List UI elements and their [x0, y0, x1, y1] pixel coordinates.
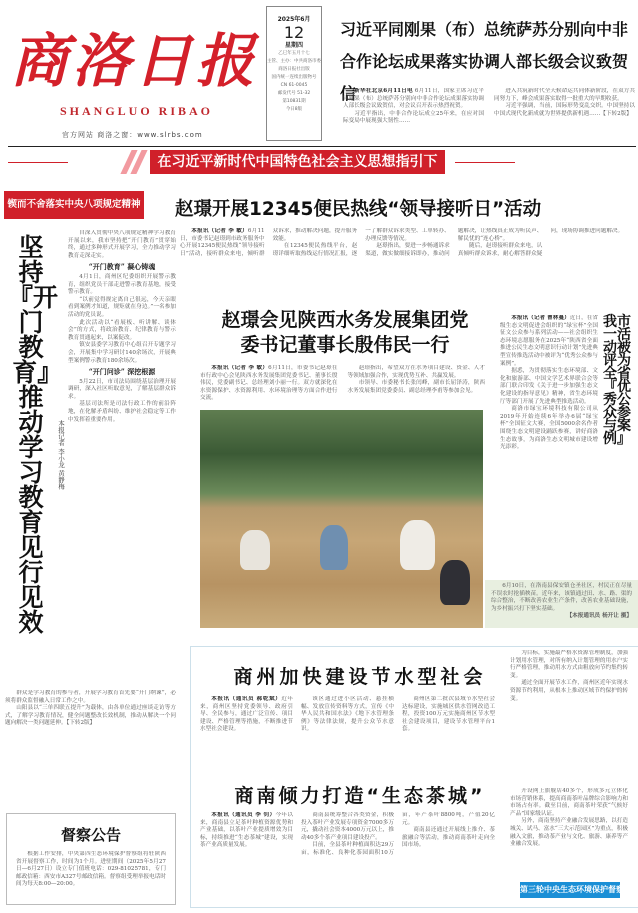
story-tea-city-body: [200, 812, 495, 902]
divider: [455, 162, 515, 163]
paragraph: 通过全面开展节水工作，商州区近年实现水资源节约利用，从根本上推动区域节约保护的转变。: [510, 680, 628, 702]
date-box: [266, 6, 322, 141]
lead-dateline: 新华社北京6月11日电: [354, 88, 413, 94]
paragraph: 5月22日，市司法局围绕基层治理开展调研，深入社区听取意见，了解基层群众诉求。: [68, 378, 176, 400]
cn-number: CN 61-0045: [280, 83, 308, 88]
date-year-month: 2025年6月: [277, 16, 311, 23]
paragraph: 随后，赵璟接听群众来电，认真倾听群众诉求，耐心解答群众疑问，现场协调推进问题解决。: [457, 228, 624, 257]
paragraph: 自深入贯彻中央八项规定精神学习教育开展以来，我市坚持把“开门教育”贯穿始终，通过多种形式开展学习，全力推动学习教育走深走实。: [68, 230, 176, 259]
inspection-tag: 第三轮中央生态环境保护督察: [520, 882, 620, 898]
page-count: 今日8版: [285, 107, 303, 112]
paragraph: 6月11日，市委书记赵璟到市政务服务中心开展12345便民热线“领导接听日”活动，接听群众来电，倾听群众诉求，推动解决问题，提升服务效能。: [180, 228, 358, 257]
story-headline-water-saving[interactable]: 商州加快建设节水型社会: [233, 666, 487, 688]
paragraph: 近日，在省级生态文明促进会组织的“绿宝杯”全国征文公众参与系列活动——社会组织生态环境志愿服务在2025年“陕西省全面推进公民生态文明意识行动计划”先进典型宣传推选活动中被评为“优秀公众参与案例”。: [500, 315, 598, 367]
paragraph: 另外，商南坚持产业融合发展思路，以打造城关、试马、富水“三大示范园区”为重点，积极融入文旅，推动茶产业与文化、旅游、康养等产业融合发展。: [510, 818, 628, 848]
notice-body: 根据工作安排，中央第四生态环境保护督察组将驻陕西省开展督察工作，时间为1个月。进驻期间（2025年5月27日—6月27日）设立专门值班电话：029-81025781，专门邮政信箱：西安市A327号邮政信箱。督察组受理举报电话时间为每天8:00—20:00。: [16, 851, 166, 888]
masthead-pinyin: SHANGLUO RIBAO: [60, 104, 214, 118]
paragraph: 近年来，商州区坚持党委领导、政府引导、全民参与，通过广泛宣传、项目建设、严格管理等措施，不断推进节水型社会建设。: [200, 696, 293, 733]
postal-code: 邮发代号 51-32: [277, 91, 311, 96]
paragraph: 群众是学习教育的参与者，开展学习教育首先要“开门纳谏”，必须将群众监督融入日常工作之中。: [5, 690, 176, 704]
caption-text: 6月10日，在洛南县保安镇仓圣社区，村民正在尽量不误农时抢插秧苗。近年来，该镇通过田、水、路、渠的综合整治，不断改善农业生产条件，改善农业基础设施，为乡村振兴打下坚实基础。: [491, 583, 632, 612]
paragraph: 今年以来，商南县立足茶叶种植资源优势和产业基础，以茶叶产业提质增效为目标，持续推进“生态茶城”建设，实现茶产业高质量发展。: [200, 812, 293, 849]
dateline: 本报讯（记者 李 敏）: [211, 365, 269, 371]
date-day: 12: [283, 23, 305, 42]
story-water-group-body: [200, 365, 485, 407]
paragraph: 赵璟指出，希望双方在水务项目建设、资金、人才等领域加强合作，实现优势互补、共赢发展。: [347, 365, 485, 379]
divider: [8, 162, 68, 163]
paragraph: 山阳县以“三单四联五提升”为载体，由各单位通过座谈走访等方式，了解学习教育情况，健全问题整改长效机制，推动从解决一个问题向解决一类问题延伸。【下转2版】: [5, 705, 176, 727]
story-water-saving-body: [200, 696, 495, 762]
paragraph: 6月11日，市委书记赵璟在市行政中心会见陕西水务发展集团党委书记、董事长殷伟民，党委副书记、总经理刘小丽一行。双方就深化在水资源保护、水资源利用、水环境治理等方面合作进行交流。: [200, 365, 338, 402]
publisher: 商洛日报社出版: [278, 67, 310, 72]
farmer-figure: [320, 525, 348, 570]
story-open-education-body-cont: [5, 690, 176, 800]
paragraph: 基层司法所是司法行政工作的前沿阵地，在化解矛盾纠纷、维护社会稳定等工作中发挥着重要作用。: [68, 401, 176, 423]
paragraph: 市领导、市委秘书长张闰峰，副市长屈泽涛，陕西水务发展集团党委委员、副总经理李甫等参加会见。: [347, 380, 485, 394]
paragraph: 习近平指出，中非合作论坛成立25年来，在应对国际变局中展现强大韧性……: [343, 110, 484, 125]
issue-number: 第10831期: [282, 99, 306, 104]
subheading: “开门教育” 凝心铸魂: [88, 262, 156, 272]
inspection-notice-box: [6, 813, 176, 905]
paragraph: 镇安县委学习教育中心组召开专题学习会，开展集中学习研讨140余场次，开展典型案例警示教育180余场次。: [68, 342, 176, 364]
story-hotline-body: [180, 228, 635, 292]
farmer-figure: [400, 520, 435, 570]
story-headline-case-award[interactable]: 我市一活动被评为全省『优秀公众参与案例』: [603, 314, 631, 447]
paragraph: 在12345便民热线平台，赵璟详细听取热线运行情况汇报，逐一了解群众诉求类型、工单转办、办理反馈等情况。: [272, 228, 450, 257]
paragraph: 商南县还通过开展线上推介、茶旅融合等活动，推动商南茶叶走向全国市场。: [402, 827, 495, 849]
section-label: 锲而不舍落实中央八项规定精神: [4, 191, 144, 219]
dateline: 本报讯（记者 李 敏）: [191, 228, 248, 234]
paragraph: 据悉，为贯彻落实生态环境部、文化和旅游部、中国文学艺术界联合会等部门联合印发《关于进一步加强生态文化建设的指导意见》精神，省生态环境厅等部门开展了先进典型推选活动。: [500, 368, 598, 405]
sponsor: 主管、主办：中共商洛市委: [267, 59, 321, 64]
paragraph: 商南县统筹整合各类资金，积极投入茶叶产业发展专项资金7000多万元，撬动社会资本4000万元以上，推动40多个茶产业项目建设投产。: [301, 812, 394, 841]
dateline: 本报讯（记者 曹林蔓）: [511, 315, 570, 321]
story-open-education-body: [68, 230, 176, 690]
subheading: “开门问诊” 深挖根源: [88, 367, 156, 377]
story-headline-water-group[interactable]: 赵璟会见陕西水务发展集团党委书记董事长殷伟民一行: [221, 309, 469, 356]
farmer-figure: [240, 530, 270, 570]
paragraph: 习近平强调，当前，国际形势变乱交织。中国坚持以中国式现代化新成就为世界提供新机遇……【下转2版】: [494, 103, 635, 117]
photo-credit: 【本报通讯员 杨开让 摄】: [566, 613, 632, 620]
lead-article-body: [343, 88, 635, 142]
notice-title: 督察公告: [60, 826, 121, 844]
divider: [8, 146, 636, 147]
rice-planting-photo: [200, 410, 483, 628]
paragraph: 为目标，实施最严格水资源管理制度，加强计划用水管理，对所有纳入计划管理的用水户实行严格管理，推动用水方式由粗放向节约集约转变。: [510, 650, 628, 679]
cn-label: 国内统一连续出版物号: [271, 75, 317, 80]
paragraph: 商州区第二批次县域节水型社会达标建设，实施城区供水管网改造工程，投资100万元实施商州区节水型社会建设项目，建设节水管理平台1套。: [402, 696, 495, 733]
story-case-award-body: [500, 315, 598, 565]
story-headline-hotline[interactable]: 赵璟开展12345便民热线“领导接听日”活动: [175, 199, 542, 220]
photo-caption: [485, 580, 638, 628]
story-headline-open-education[interactable]: 坚持『开门教育』推动学习教育见行见效: [8, 233, 59, 637]
story-water-saving-body-right: [510, 650, 628, 762]
date-weekday: 星期四: [284, 42, 303, 49]
paragraph: 目前，全县茶叶种植面积达29万亩，标准化、良种化茶园面积10万亩，年产茶叶8800吨，产值20亿元。: [301, 812, 495, 856]
byline: 本报记者 李小龙 黄静梅: [57, 420, 65, 490]
lead-headline[interactable]: 习近平同刚果（布）总统萨苏分别向中非合作论坛成果落实协调人部长级会议致贺信: [340, 20, 629, 103]
theme-banner: 在习近平新时代中国特色社会主义思想指引下: [150, 150, 445, 174]
paragraph: “以前觉得规定离自己很远，今天亲眼看到案例才知道，规矩就在身边。”一名参加活动的党员说。: [68, 296, 176, 318]
dateline: 本报讯（通讯员 郝乾斌）: [211, 696, 282, 702]
farmer-figure: [440, 560, 470, 605]
dateline: 本报讯（通讯员 李 钊）: [211, 812, 276, 818]
paragraph: 此次活动以“看展板、听讲解、谈体会”的方式，将政治教育、纪律教育与警示教育贯通起来，以案促改。: [68, 319, 176, 341]
paragraph: 进入共筑新时代全天候命运共同体新阶段，在双方共同努力下，峰会成果落实取得一批重大的早期收获。: [494, 88, 635, 102]
masthead-logo: 商洛日报: [10, 27, 259, 95]
story-headline-tea-city[interactable]: 商南倾力打造“生态茶城”: [234, 785, 486, 807]
paragraph: 6月11日，国家主席习近平同刚果（布）总统萨苏分别向中非合作论坛成果落实协调人部长级会议致贺信，对会议召开表示热烈祝贺。: [343, 88, 484, 110]
paragraph: 4月1日，商州区纪委组织开展警示教育，组织党员干部走进警示教育基地，接受警示教育。: [68, 273, 176, 296]
story-tea-city-body-right: [510, 788, 628, 878]
website-link[interactable]: 官方网站 商洛之窗：www.slrbs.com: [62, 131, 203, 139]
lunar-date: 乙巳年五月十七: [278, 51, 310, 56]
paragraph: 该区通过进小区活动、悬挂横幅、发放宣传资料等方式，宣传《中华人民共和国水法》《地下水管理条例》等法律法规，提升公众节水意识。: [301, 696, 394, 733]
paragraph: 商洛市绿宝环境科技有限公司从2019年开始连续6年举办6届“绿宝杯”全国征文大赛，全国5000余名作者围绕生态文明建设踊跃参赛，讲好商洛生态故事，为商洛生态文明城市建设增光添彩。: [500, 406, 598, 451]
paragraph: 赵璟指出，要进一步畅通诉求渠道，做实做细接诉即办，推动问题解决，让热线真正成为听民声、解民忧的“连心桥”。: [365, 228, 543, 257]
paragraph: 开设网上旗舰店40多个，形成多元立体化市场营销体系，提高商南茶叶品牌综合影响力和市场占有率。截至目前，商南茶叶荣获“气候好产品”国家级认证。: [510, 788, 628, 817]
